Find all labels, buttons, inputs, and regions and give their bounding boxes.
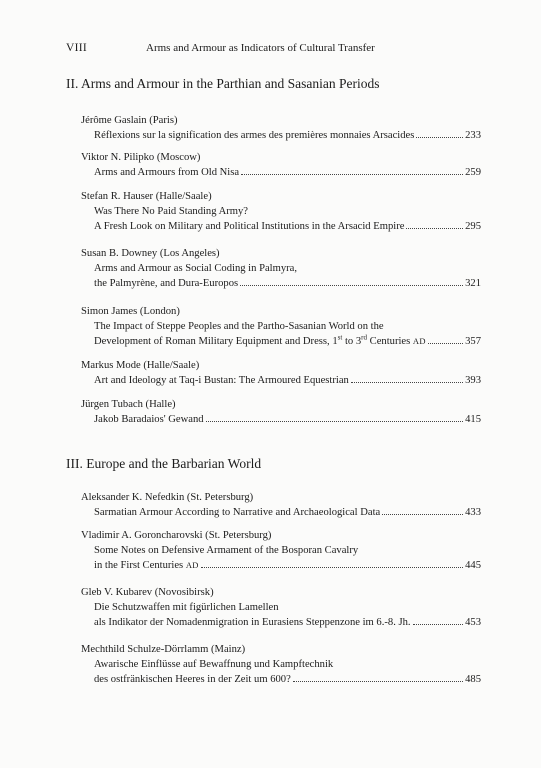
dot-leader [428,343,463,344]
dot-leader [406,228,463,229]
entry-author: Susan B. Downey (Los Angeles) [81,248,220,259]
entry-title: Jakob Baradaios' Gewand [94,414,204,425]
entry-title-line: Was There No Paid Standing Army? [94,206,249,217]
entry-page: 445 [465,560,481,571]
entry-author: Mechthild Schulze-Dörrlamm (Mainz) [81,644,246,655]
entry-author: Jürgen Tubach (Halle) [81,399,176,410]
entry-title: Sarmatian Armour According to Narrative and Archaeological Data [94,507,381,518]
dot-leader [241,174,463,175]
entry-title-line: Arms and Armour as Social Coding in Palmyra, [94,263,298,274]
entry-author: Jérôme Gaslain (Paris) [81,115,178,126]
entry-author: Gleb V. Kubarev (Novosibirsk) [81,587,214,598]
entry-page: 453 [465,617,481,628]
entry-page: 415 [465,414,481,425]
toc-entry [81,490,481,520]
running-title: Arms and Armour as Indicators of Cultural Transfer [146,42,375,54]
dot-leader [351,382,463,383]
dot-leader [201,567,463,568]
entry-author: Vladimir A. Goroncharovski (St. Petersburg) [81,530,272,541]
entry-title-line: Some Notes on Defensive Armament of the Bosporan Cavalry [94,545,359,556]
entry-page: 321 [465,278,481,289]
entry-page: 433 [465,507,481,518]
toc-entry [81,585,481,630]
dot-leader [206,421,464,422]
section-title-3: III. Europe and the Barbarian World [66,456,262,471]
entry-author: Stefan R. Hauser (Halle/Saale) [81,191,212,202]
entry-title-line: Die Schutzwaffen mit figürlichen Lamellen [94,602,279,613]
toc-entry [81,528,481,573]
entry-title: Art and Ideology at Taq-i Bustan: The Armoured Equestrian [94,375,349,386]
toc-entry [81,150,481,180]
entry-page: 357 [465,336,481,347]
entry-title: Réflexions sur la signification des armes des premières monnaies Arsacides [94,130,415,141]
entry-title-line: Awarische Einflüsse auf Bewaffnung und Kampftechnik [94,659,334,670]
entry-author: Markus Mode (Halle/Saale) [81,360,200,371]
dot-leader [382,514,463,515]
dot-leader [293,681,463,682]
toc-entry [81,397,481,427]
toc-entry [81,304,481,349]
page-number: VIII [66,42,87,54]
entry-author: Viktor N. Pilipko (Moscow) [81,152,201,163]
entry-title: A Fresh Look on Military and Political Institutions in the Arsacid Empire [94,221,405,232]
entry-page: 485 [465,674,481,685]
entry-title: Arms and Armours from Old Nisa [94,167,240,178]
toc-entry [81,189,481,234]
entry-page: 233 [465,130,481,141]
entry-author: Simon James (London) [81,306,180,317]
entry-page: 259 [465,167,481,178]
toc-entry [81,642,481,687]
entry-title: als Indikator der Nomadenmigration in Eurasiens Steppenzone im 6.-8. Jh. [94,617,411,628]
dot-leader [240,285,463,286]
toc-entry [81,113,481,143]
entry-title-line: The Impact of Steppe Peoples and the Partho-Sasanian World on the [94,321,384,332]
entry-page: 393 [465,375,481,386]
entry-page: 295 [465,221,481,232]
dot-leader [416,137,463,138]
entry-title: in the First Centuries AD [94,560,199,571]
entry-title: des ostfränkischen Heeres in der Zeit um 600? [94,674,291,685]
toc-entry [81,358,481,388]
entry-title: Development of Roman Military Equipment and Dress, 1st to 3rd Centuries AD [94,333,426,347]
era-label: AD [412,336,426,346]
dot-leader [413,624,464,625]
toc-entry [81,246,481,291]
entry-author: Aleksander K. Nefedkin (St. Petersburg) [81,492,254,503]
section-title-2: II. Arms and Armour in the Parthian and Sasanian Periods [66,76,380,91]
era-label: AD [185,560,199,570]
entry-title: the Palmyrène, and Dura-Europos [94,278,239,289]
